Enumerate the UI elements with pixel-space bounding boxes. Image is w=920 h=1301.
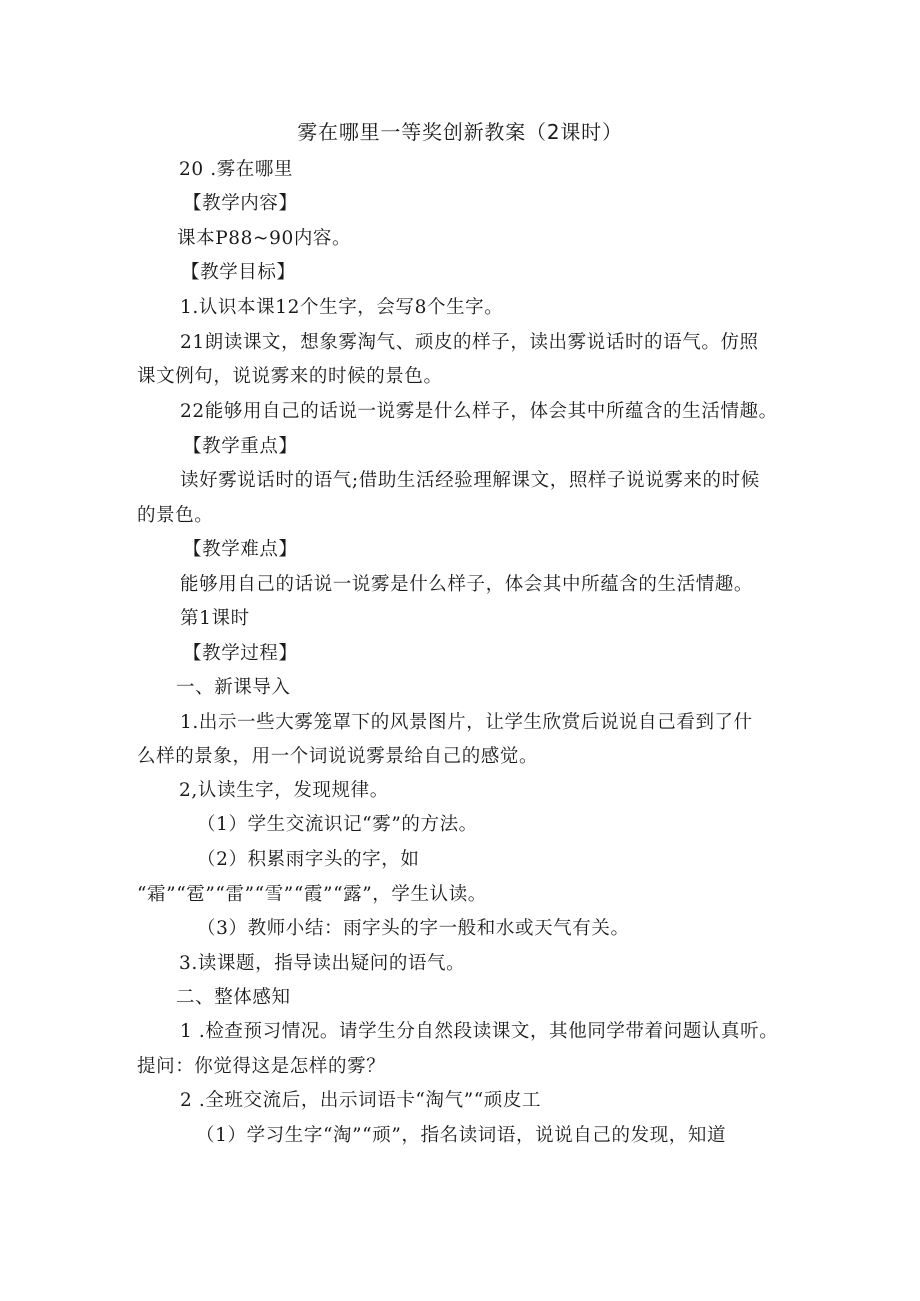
paragraph-line: 的景色。 xyxy=(137,505,214,526)
paragraph-line: 课文例句，说说雾来的时候的景色。 xyxy=(137,366,443,387)
section-heading-difficulty: 【教学难点】 xyxy=(183,539,298,560)
lesson-period-heading: 第1课时 xyxy=(180,608,250,629)
paragraph-line: 1.认识本课12个生字，会写8个生字。 xyxy=(180,297,504,318)
section-heading-goals: 【教学目标】 xyxy=(181,262,296,283)
paragraph-line: 读好雾说话时的语气;借助生活经验理解课文，照样子说说雾来的时候 xyxy=(180,470,760,491)
paragraph-line: 3.读课题，指导读出疑问的语气。 xyxy=(179,953,466,974)
paragraph-line: 1.出示一些大雾笼罩下的风景图片，让学生欣赏后说说自己看到了什 xyxy=(180,712,753,733)
paragraph-line: 2 .全班交流后，出示词语卡“淘气”“顽皮工 xyxy=(180,1090,542,1111)
section-heading-process: 【教学过程】 xyxy=(183,643,298,664)
paragraph-line: 22能够用自己的话说一说雾是什么样子，体会其中所蕴含的生活情趣。 xyxy=(180,401,778,422)
paragraph-line: （2）积累雨字头的字，如 xyxy=(197,849,420,870)
paragraph-line: 1 .检查预习情况。请学生分自然段读课文，其他同学带着问题认真听。 xyxy=(180,1021,779,1042)
paragraph-line: 21朗读课文，想象雾淘气、顽皮的样子，读出雾说话时的语气。仿照 xyxy=(180,332,759,353)
paragraph-line: 课本P88~90内容。 xyxy=(177,228,352,249)
document-title: 雾在哪里一等奖创新教案（2课时） xyxy=(297,120,623,144)
paragraph-line: 能够用自己的话说一说雾是什么样子，体会其中所蕴含的生活情趣。 xyxy=(180,574,754,595)
paragraph-line: （1）学生交流识记“雾”的方法。 xyxy=(197,814,478,835)
paragraph-line: 2,认读生字，发现规律。 xyxy=(179,780,389,801)
paragraph-line: “霜”“雹”“雷”“雪”“霞”“露”，学生认读。 xyxy=(137,884,487,905)
subsection-heading: 一、新课导入 xyxy=(176,677,291,698)
paragraph-line: 提问：你觉得这是怎样的雾？ xyxy=(137,1056,386,1077)
paragraph-line: （1）学习生字“淘”“顽”，指名读词语，说说自己的发现，知道 xyxy=(196,1125,727,1146)
section-heading-content: 【教学内容】 xyxy=(183,193,298,214)
lesson-heading: 20 .雾在哪里 xyxy=(179,159,294,180)
subsection-heading: 二、整体感知 xyxy=(176,987,291,1008)
paragraph-line: （3）教师小结：雨字头的字一般和水或天气有关。 xyxy=(197,918,630,939)
paragraph-line: 么样的景象，用一个词说说雾景给自己的感觉。 xyxy=(137,746,539,767)
section-heading-focus: 【教学重点】 xyxy=(183,436,298,457)
